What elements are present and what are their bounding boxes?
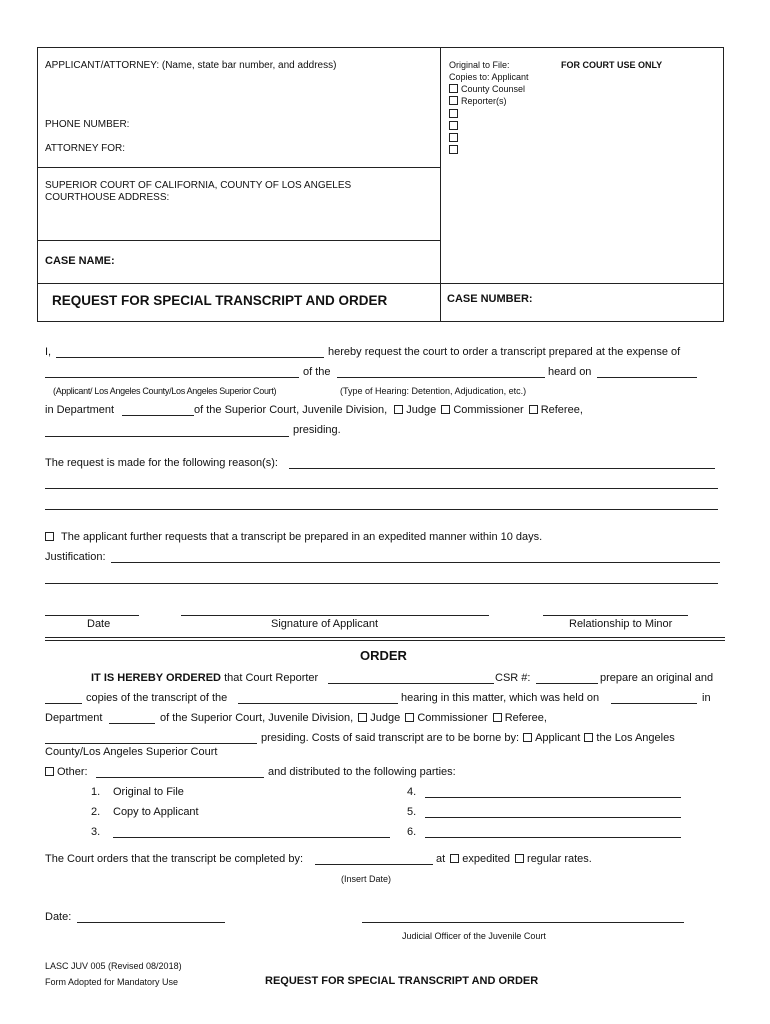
party-3-num: 3.: [91, 826, 101, 838]
request-judge-row: [194, 404, 583, 416]
justification-field-1[interactable]: [111, 562, 720, 563]
order-presiding-field[interactable]: [45, 743, 257, 744]
court-reporter-field[interactable]: [328, 683, 494, 684]
applicant-name-field[interactable]: [56, 357, 324, 358]
order-of-superior-text: of the Superior Court, Juvenile Division,: [160, 712, 354, 724]
party-1-text: Original to File: [113, 786, 184, 798]
referee-checkbox[interactable]: [529, 405, 538, 414]
at-text: at: [436, 853, 446, 865]
request-date-field[interactable]: [45, 615, 139, 616]
judge-label: Judge: [406, 404, 437, 416]
costs-applicant-checkbox[interactable]: [523, 733, 532, 742]
judicial-signature-field[interactable]: [362, 922, 684, 923]
copies-of-text: copies of the transcript of the: [86, 692, 228, 704]
rate-row: [436, 853, 592, 865]
heard-on-text: heard on: [548, 366, 592, 378]
referee-label: Referee,: [540, 404, 583, 416]
copies-to-applicant-label: Copies to: Applicant: [449, 72, 529, 82]
county-counsel-row: [449, 84, 525, 94]
costs-applicant-label: Applicant: [535, 732, 581, 744]
regular-rate-checkbox[interactable]: [515, 854, 524, 863]
case-number-label: CASE NUMBER:: [447, 293, 533, 305]
applicant-hint: (Applicant/ Los Angeles County/Los Angeles Superior Court): [53, 386, 277, 396]
order-judge-row: [160, 712, 547, 724]
of-the-text: of the: [303, 366, 331, 378]
copy-checkbox-5[interactable]: [449, 133, 458, 142]
expedited-request-text: The applicant further requests that a transcript be prepared in an expedited manner within 10 days.: [61, 531, 543, 543]
case-name-label: CASE NAME:: [45, 255, 115, 267]
reporters-label: Reporter(s): [461, 96, 507, 106]
distributed-text: and distributed to the following parties:: [268, 766, 456, 778]
party-6-field[interactable]: [425, 837, 681, 838]
order-commissioner-label: Commissioner: [417, 712, 488, 724]
attorney-for-label: ATTORNEY FOR:: [45, 143, 126, 154]
hereby-ordered-text: IT IS HEREBY ORDERED: [91, 672, 221, 684]
party-5-num: 5.: [407, 806, 417, 818]
form-id: LASC JUV 005 (Revised 08/2018): [45, 961, 182, 971]
hearing-type-hint: (Type of Hearing: Detention, Adjudication, etc.): [340, 386, 527, 396]
i-label: I,: [45, 346, 52, 358]
reporters-row: [449, 96, 507, 106]
relationship-label: Relationship to Minor: [569, 618, 673, 630]
court-name: SUPERIOR COURT OF CALIFORNIA, COUNTY OF LOS ANGELES: [45, 180, 352, 191]
party-1-num: 1.: [91, 786, 101, 798]
reason-field-1[interactable]: [289, 468, 715, 469]
expedited-request-checkbox[interactable]: [45, 532, 54, 541]
hearing-type-field[interactable]: [337, 377, 545, 378]
order-department-label: Department: [45, 712, 103, 724]
original-to-file-label: Original to File:: [449, 60, 510, 70]
request-date-label: Date: [87, 618, 111, 630]
expedited-request-row: [45, 531, 542, 543]
header-divider: [440, 47, 441, 322]
reason-field-3[interactable]: [45, 509, 718, 510]
casename-section-bottom: [37, 283, 724, 284]
copies-count-field[interactable]: [45, 703, 82, 704]
costs-county-checkbox[interactable]: [584, 733, 593, 742]
order-date-field[interactable]: [77, 922, 225, 923]
regular-rate-label: regular rates.: [527, 853, 592, 865]
insert-date-hint: (Insert Date): [341, 874, 392, 884]
order-referee-label: Referee,: [504, 712, 547, 724]
order-hearing-type-field[interactable]: [238, 703, 398, 704]
held-on-date-field[interactable]: [611, 703, 697, 704]
other-checkbox[interactable]: [45, 767, 54, 776]
in-text: in: [702, 692, 711, 704]
commissioner-checkbox[interactable]: [441, 405, 450, 414]
presiding-costs-text: presiding. Costs of said transcript are to be borne by:: [261, 732, 520, 744]
copy-checkbox-4[interactable]: [449, 121, 458, 130]
county-court-text: County/Los Angeles Superior Court: [45, 746, 218, 758]
other-label: Other:: [57, 766, 88, 778]
expense-party-field[interactable]: [45, 377, 299, 378]
department-field[interactable]: [122, 415, 194, 416]
expedited-rate-checkbox[interactable]: [450, 854, 459, 863]
order-divider-top: [45, 637, 725, 638]
footer-title: REQUEST FOR SPECIAL TRANSCRIPT AND ORDER: [265, 975, 539, 987]
commissioner-label: Commissioner: [453, 404, 524, 416]
hereby-request-text: hereby request the court to order a transcript prepared at the expense of: [328, 346, 681, 358]
expedited-rate-label: expedited: [462, 853, 510, 865]
costs-county-label: the Los Angeles: [596, 732, 675, 744]
court-section-bottom: [37, 240, 440, 241]
court-use-only-label: FOR COURT USE ONLY: [561, 60, 663, 70]
hearing-matter-text: hearing in this matter, which was held on: [401, 692, 600, 704]
order-heading: ORDER: [360, 648, 407, 663]
reason-field-2[interactable]: [45, 488, 718, 489]
order-referee-checkbox[interactable]: [493, 713, 502, 722]
order-commissioner-checkbox[interactable]: [405, 713, 414, 722]
judicial-officer-label: Judicial Officer of the Juvenile Court: [402, 931, 546, 941]
order-department-field[interactable]: [109, 723, 155, 724]
prepare-original-text: prepare an original and: [600, 672, 714, 684]
reporters-checkbox[interactable]: [449, 96, 458, 105]
party-2-text: Copy to Applicant: [113, 806, 199, 818]
copy-checkbox-3[interactable]: [449, 109, 458, 118]
party-6-num: 6.: [407, 826, 417, 838]
costs-row: [261, 732, 675, 744]
in-department-text: in Department: [45, 404, 115, 416]
completion-date-field[interactable]: [315, 864, 433, 865]
party-4-num: 4.: [407, 786, 417, 798]
party-3-field[interactable]: [113, 837, 390, 838]
signature-label: Signature of Applicant: [271, 618, 379, 630]
judge-checkbox[interactable]: [394, 405, 403, 414]
that-court-reporter-text: that Court Reporter: [224, 672, 319, 684]
csr-number-field[interactable]: [536, 683, 598, 684]
order-judge-checkbox[interactable]: [358, 713, 367, 722]
relationship-field[interactable]: [543, 615, 688, 616]
reason-label: The request is made for the following reason(s):: [45, 457, 278, 469]
presiding-officer-field[interactable]: [45, 436, 289, 437]
other-field[interactable]: [96, 777, 264, 778]
form-title: REQUEST FOR SPECIAL TRANSCRIPT AND ORDER: [52, 293, 388, 308]
order-judge-label: Judge: [370, 712, 401, 724]
csr-label: CSR #:: [495, 672, 531, 684]
party-5-field[interactable]: [425, 817, 681, 818]
order-date-label: Date:: [45, 911, 72, 923]
party-4-field[interactable]: [425, 797, 681, 798]
justification-field-2[interactable]: [45, 583, 718, 584]
phone-number-label: PHONE NUMBER:: [45, 119, 130, 130]
applicant-signature-field[interactable]: [181, 615, 489, 616]
justification-label: Justification:: [45, 551, 106, 563]
completed-by-text: The Court orders that the transcript be completed by:: [45, 853, 304, 865]
applicant-section-bottom: [37, 167, 440, 168]
heard-on-date-field[interactable]: [597, 377, 697, 378]
county-counsel-label: County Counsel: [461, 84, 526, 94]
of-superior-court-text: of the Superior Court, Juvenile Division,: [194, 404, 388, 416]
party-2-num: 2.: [91, 806, 101, 818]
order-divider-bottom: [45, 640, 725, 641]
presiding-text: presiding.: [293, 424, 341, 436]
hereby-ordered-row: [91, 672, 318, 684]
form-adopted: Form Adopted for Mandatory Use: [45, 977, 179, 987]
other-row: [45, 766, 88, 778]
applicant-attorney-label: APPLICANT/ATTORNEY: (Name, state bar number, and address): [45, 60, 337, 71]
copy-checkbox-6[interactable]: [449, 145, 458, 154]
courthouse-address-label: COURTHOUSE ADDRESS:: [45, 192, 170, 203]
county-counsel-checkbox[interactable]: [449, 84, 458, 93]
